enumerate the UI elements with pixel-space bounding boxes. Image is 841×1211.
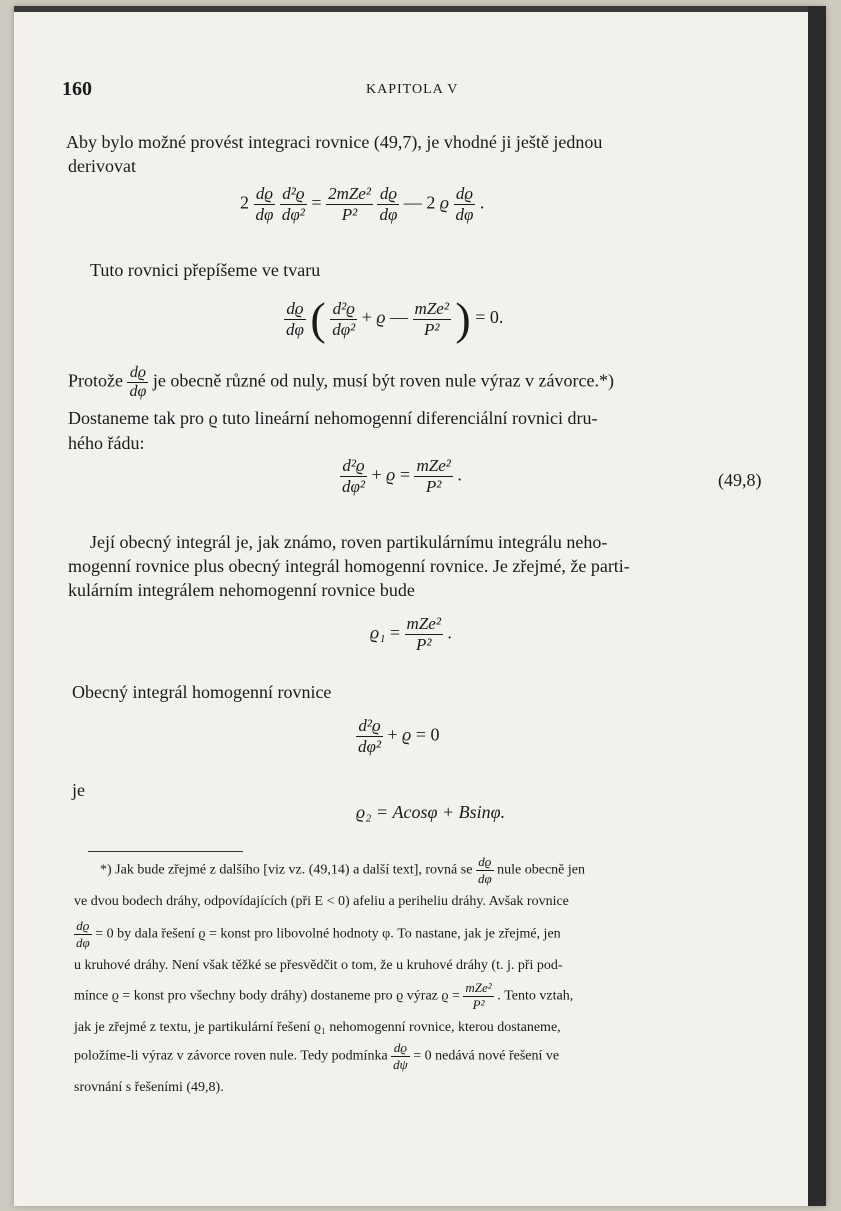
eq2-frac-d2rho-dphi2: $\frac{\text{d²ϱ}}{\text{dφ²}}$ (332, 298, 356, 339)
eq2-paren-close: ) (455, 293, 471, 344)
footnote-line-2: ve dvou bodech dráhy, odpovídajících (při E < 0) afeliu a periheliu dráhy. Avšak rovnice (74, 894, 569, 909)
eq3-rho: ϱ (386, 464, 396, 485)
paragraph-2: Tuto rovnici přepíšeme ve tvaru (90, 260, 321, 280)
eq2-frac-drho-dphi: $\frac{dϱ}{d\varphi}$ (286, 298, 304, 339)
eq4-dot: . (447, 622, 452, 643)
eq5-frac-d2rho-dphi2: $\frac{\text{d²ϱ}}{\text{dφ²}}$ (358, 716, 382, 756)
eq3-plus: + (371, 464, 382, 485)
eq1-minus-two: — 2 (403, 192, 436, 213)
eq4-rho1: ϱ₁ (370, 622, 386, 643)
eq2-frac-mze2-p2: $\frac{\text{mZe²}}{\text{P²}}$ (414, 298, 449, 339)
paragraph-6: Obecný integrál homogenní rovnice (72, 682, 332, 702)
footnote-line-5: mínce ϱ = konst pro všechny body dráhy) dostaneme pro ϱ výraz ϱ = $\frac{\text{mZe²}}{\text{P²}}$ . Tento vztah, (74, 980, 574, 1012)
fn-frac-drho-dphi: $\frac{dϱ}{d\varphi}$ (477, 854, 492, 886)
paragraph-7: je (72, 780, 85, 800)
fn-frac-drho-dpsi: $\frac{dϱ}{d\psi}$ (393, 1040, 408, 1072)
eq1-rho: ϱ (439, 192, 449, 213)
eq3-equals: = (399, 464, 410, 485)
p3-frac-drho-dphi: $\frac{dϱ}{d\varphi}$ (129, 364, 147, 400)
paragraph-5-line-2: mogenní rovnice plus obecný integrál homogenní rovnice. Je zřejmé, že parti- (68, 556, 630, 576)
equation-derivative (240, 184, 484, 225)
equation-rho2: ϱ₂ = Acosφ + Bsinφ. (356, 802, 506, 822)
equation-homogeneous (356, 716, 439, 757)
fn-frac-mze2-p2: $\frac{\text{mZe²}}{\text{P²}}$ (465, 980, 492, 1012)
eq1-frac-drho-dphi-3: $\frac{dϱ}{d\varphi}$ (455, 184, 474, 224)
paragraph-5-line-1: Její obecný integrál je, jak známo, roven partikulárnímu integrálu neho- (90, 532, 608, 552)
paragraph-4-line-1: Dostaneme tak pro ϱ tuto lineární nehomogenní diferenciální rovnici dru- (68, 408, 598, 428)
eq5-equals-zero: = 0 (415, 724, 440, 745)
equation-factored (284, 293, 504, 344)
fn-frac-drho-dphi-2: $\frac{dϱ}{d\varphi}$ (76, 918, 90, 950)
eq3-frac-mze2-p2: $\frac{\text{mZe²}}{\text{P²}}$ (416, 456, 451, 496)
eq1-frac-2mze2-p2: $\frac{\text{2mZe²}}{\text{P²}}$ (328, 184, 371, 224)
scan-right-edge (808, 6, 826, 1206)
eq2-plus: + (361, 307, 372, 328)
paragraph-3: Protože $\frac{dϱ}{d\varphi}$ je obecně různé od nuly, musí být roven nule výraz v závorce.*) (68, 364, 615, 400)
footnote-line-8: srovnání s řešeními (49,8). (74, 1080, 224, 1095)
eq4-equals: = (389, 622, 401, 643)
paragraph-1-line-2: derivovat (68, 156, 136, 176)
eq3-dot: . (457, 464, 462, 485)
paragraph-1-line-1: Aby bylo možné provést integraci rovnice (49,7), je vhodné ji ještě jednou (66, 132, 603, 152)
eq2-paren-open: ( (310, 293, 326, 344)
footnote-line-7: položíme-li výraz v závorce roven nule. Tedy podmínka $\frac{dϱ}{d\psi}$ = 0 nedává nové řešení ve (74, 1040, 560, 1072)
eq1-frac-drho-dphi: $\frac{dϱ}{d\varphi}$ (255, 184, 274, 224)
eq2-minus: — (390, 307, 409, 328)
eq4-frac-mze2-p2: $\frac{\text{mZe²}}{\text{P²}}$ (406, 614, 441, 654)
eq2-equals-zero: = 0. (475, 307, 504, 328)
paragraph-5-line-3: kulárním integrálem nehomogenní rovnice bude (68, 580, 415, 600)
footnote-line-1: *) Jak bude zřejmé z dalšího [viz vz. (49,14) a další text], rovná se $\frac{dϱ}{d\varphi}$ nule obecně jen (100, 854, 585, 886)
paragraph-4-line-2: hého řádu: (68, 433, 145, 453)
eq5-plus: + (387, 724, 398, 745)
eq3-frac-d2rho-dphi2: $\frac{\text{d²ϱ}}{\text{dφ²}}$ (342, 456, 366, 496)
running-title: KAPITOLA V (366, 82, 459, 97)
footnote-line-6: jak je zřejmé z textu, je partikulární řešení ϱ₁ nehomogenní rovnice, kterou dostaneme, (74, 1020, 561, 1035)
eq1-dot: . (479, 192, 485, 213)
footnote-line-3: $\frac{dϱ}{d\varphi}$ = 0 by dala řešení ϱ = konst pro libovolné hodnoty φ. To nastane, jak je zřejmé, jen (76, 918, 561, 950)
equation-rho1 (370, 614, 452, 655)
equation-49-8 (340, 456, 462, 497)
eq1-frac-drho-dphi-2: $\frac{dϱ}{d\varphi}$ (379, 184, 398, 224)
scan-top-edge (14, 6, 826, 12)
footnote-divider (88, 851, 243, 852)
eq1-coefficient: 2 (240, 192, 249, 213)
footnote-line-4: u kruhové dráhy. Není však těžké se přesvědčit o tom, že u kruhové dráhy (t. j. při pod- (74, 958, 563, 973)
equation-label-49-8: (49,8) (718, 470, 762, 490)
eq5-rho: ϱ (402, 724, 412, 745)
eq1-equals: = (311, 192, 322, 213)
eq2-rho: ϱ (376, 307, 386, 328)
eq1-frac-d2rho-dphi2: $\frac{\text{d²ϱ}}{\text{dφ²}}$ (281, 184, 305, 224)
book-page (14, 6, 826, 1206)
page-number: 160 (62, 78, 92, 100)
